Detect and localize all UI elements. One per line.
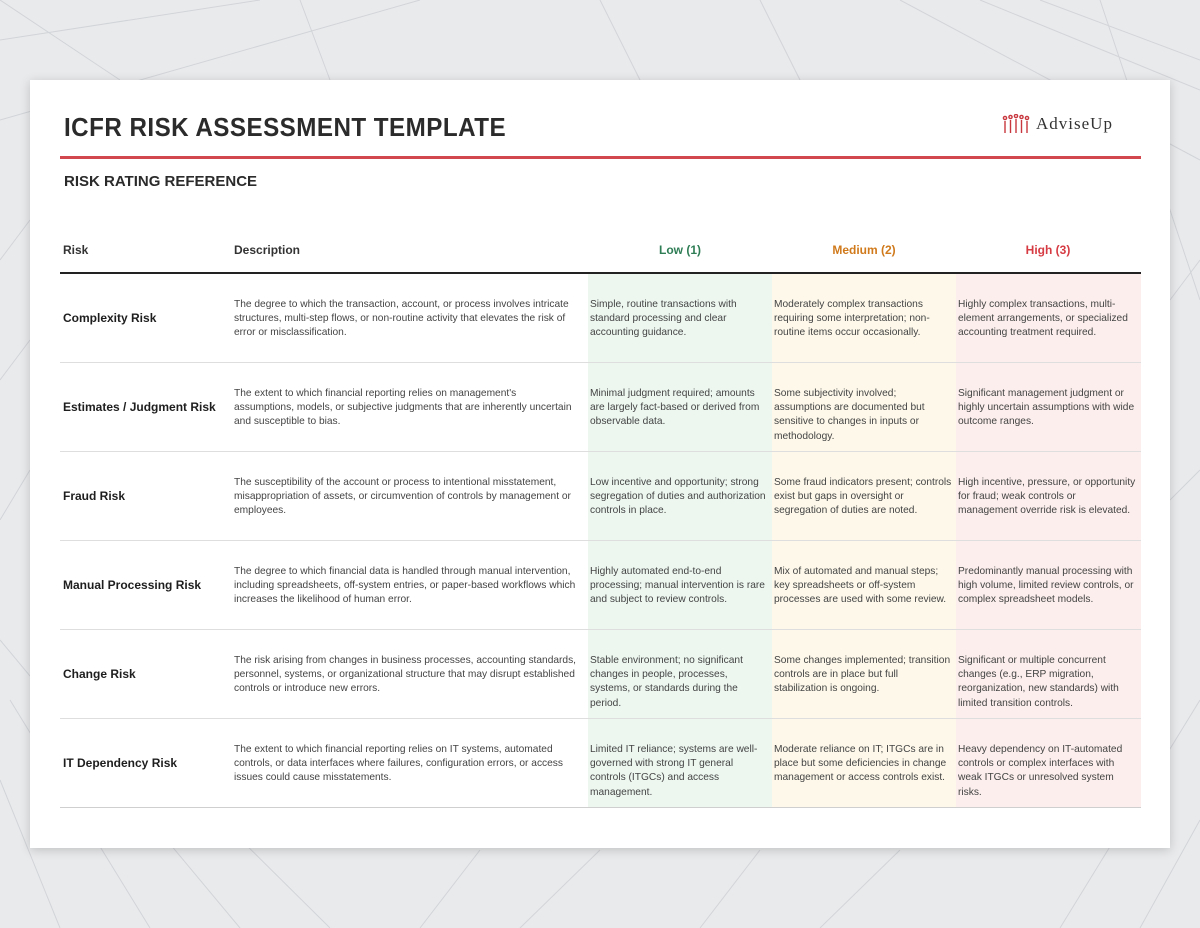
risk-name: IT Dependency Risk — [63, 756, 178, 770]
table-row — [60, 541, 1141, 630]
low-rating-text: Simple, routine transactions with standard processing and clear accounting guidance. — [588, 274, 772, 362]
people-group-icon — [1002, 114, 1030, 134]
low-rating-text: Limited IT reliance; systems are well-governed with strong IT general controls (ITGCs) and access management. — [588, 719, 772, 807]
high-rating-text: Significant management judgment or highly uncertain assumptions with wide outcome ranges. — [956, 363, 1141, 451]
brand-logo — [1002, 112, 1113, 136]
risk-description: The extent to which financial reporting relies on management's assumptions, models, or subjective judgments that are inherently uncertain and susceptible to bias. — [234, 388, 572, 428]
table-body — [60, 274, 1141, 808]
table-row — [60, 452, 1141, 541]
medium-rating-text: Mix of automated and manual steps; key spreadsheets or off-system processes are used with some review. — [772, 541, 956, 629]
medium-rating-text: Moderately complex transactions requiring some interpretation; non-routine items occur occasionally. — [772, 274, 956, 362]
low-rating-text: Stable environment; no significant changes in people, processes, systems, or standards during the period. — [588, 630, 772, 718]
table-header — [60, 234, 1141, 274]
page-title: ICFR RISK ASSESSMENT TEMPLATE — [64, 112, 507, 142]
table-row — [60, 274, 1141, 363]
medium-rating-text: Moderate reliance on IT; ITGCs are in place but some deficiencies in change management or access controls exist. — [772, 719, 956, 807]
section-subtitle: RISK RATING REFERENCE — [64, 173, 258, 190]
logo-text: AdviseUp — [1036, 114, 1113, 133]
high-rating-text: Highly complex transactions, multi-element arrangements, or specialized accounting treatment required. — [956, 274, 1141, 362]
low-rating-text: Low incentive and opportunity; strong segregation of duties and authorization controls in place. — [588, 452, 772, 540]
risk-name: Complexity Risk — [63, 311, 157, 325]
header-medium: Medium (2) — [832, 243, 896, 257]
high-rating-text: Predominantly manual processing with high volume, limited review controls, or complex spreadsheet models. — [956, 541, 1141, 629]
risk-description: The susceptibility of the account or process to intentional misstatement, misappropriation of assets, or circumvention of controls by management or employees. — [234, 477, 571, 517]
high-rating-text: High incentive, pressure, or opportunity for fraud; weak controls or management override risk is elevated. — [956, 452, 1141, 540]
header-low: Low (1) — [659, 243, 701, 257]
high-rating-text: Significant or multiple concurrent changes (e.g., ERP migration, reorganization, new standards) with limited transition controls. — [956, 630, 1141, 718]
medium-rating-text: Some subjectivity involved; assumptions are documented but sensitive to changes in inputs or methodology. — [772, 363, 956, 451]
title-divider — [60, 156, 1141, 159]
medium-rating-text: Some fraud indicators present; controls exist but gaps in oversight or segregation of duties are noted. — [772, 452, 956, 540]
table-row — [60, 630, 1141, 719]
risk-description: The risk arising from changes in business processes, accounting standards, personnel, systems, or organizational structure that may disrupt established controls or introduce new errors. — [234, 655, 577, 695]
header-description: Description — [234, 243, 301, 257]
risk-name: Change Risk — [63, 667, 136, 681]
risk-name: Manual Processing Risk — [63, 578, 202, 592]
table-row — [60, 363, 1141, 452]
risk-description: The extent to which financial reporting relies on IT systems, automated controls, or data interfaces where failures, configuration errors, or access issues could cause misstatements. — [234, 744, 563, 784]
low-rating-text: Highly automated end-to-end processing; manual intervention is rare and subject to review controls. — [588, 541, 772, 629]
medium-rating-text: Some changes implemented; transition controls are in place but full stabilization is ongoing. — [772, 630, 956, 718]
high-rating-text: Heavy dependency on IT-automated controls or complex interfaces with weak ITGCs or unresolved system risks. — [956, 719, 1141, 807]
risk-description: The degree to which the transaction, account, or process involves intricate structures, multi-step flows, or non-routine activity that elevates the risk of error or misclassification. — [234, 299, 569, 339]
low-rating-text: Minimal judgment required; amounts are largely fact-based or derived from observable data. — [588, 363, 772, 451]
risk-description: The degree to which financial data is handled through manual intervention, including spreadsheets, off-system entries, or paper-based workflows which increases the likelihood of human error. — [234, 566, 576, 606]
risk-name: Fraud Risk — [63, 489, 126, 503]
header-high: High (3) — [1025, 243, 1071, 257]
header-risk: Risk — [63, 243, 89, 257]
document-sheet — [30, 80, 1170, 848]
table-row — [60, 719, 1141, 808]
risk-name: Estimates / Judgment Risk — [63, 400, 216, 414]
risk-rating-table — [60, 234, 1141, 808]
